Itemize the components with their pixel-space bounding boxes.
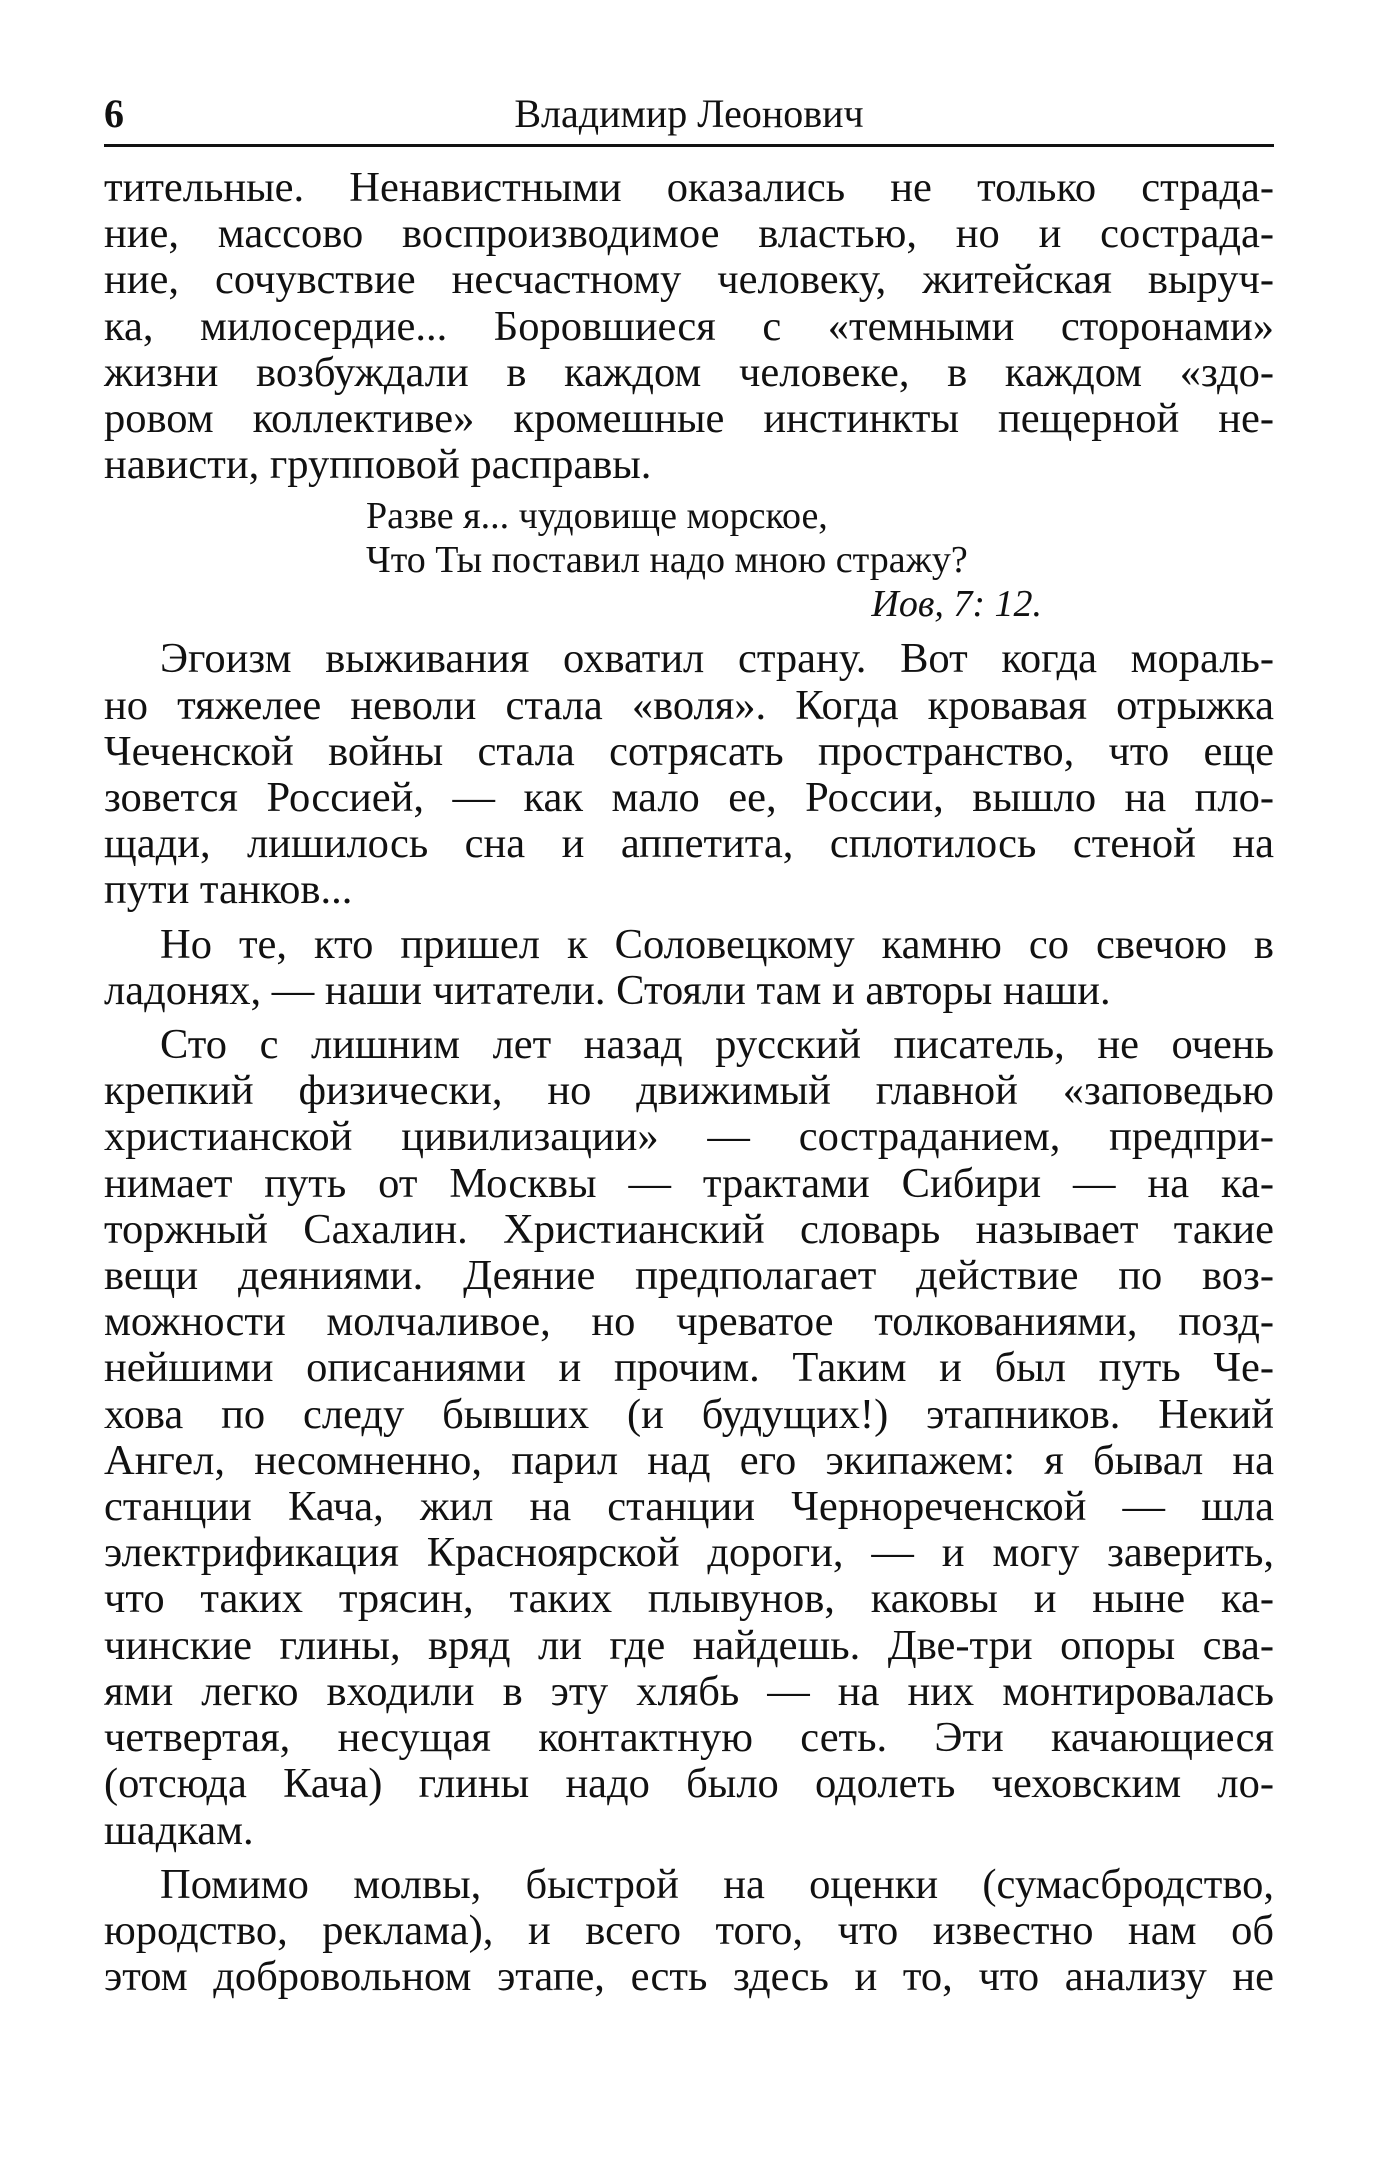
text-line: что таких трясин, таких плывунов, каковы и ныне ка- — [104, 1575, 1274, 1623]
text-line: нейшими описаниями и прочим. Таким и был путь Че- — [104, 1344, 1274, 1392]
text-line: крепкий физически, но движимый главной «заповедью — [104, 1067, 1274, 1115]
epigraph-source: Иов, 7: 12. — [871, 583, 1042, 626]
body-text — [104, 165, 1274, 2000]
epigraph-line: Что Ты поставил надо мною стражу? — [366, 539, 968, 582]
paragraph-5 — [104, 1862, 1274, 2001]
text-line: зовется Россией, — как мало ее, России, вышло на пло- — [104, 774, 1274, 822]
epigraph-quote — [104, 494, 1274, 626]
text-line: четвертая, несущая контактную сеть. Эти качающиеся — [104, 1714, 1274, 1762]
text-line: нимает путь от Москвы — трактами Сибири — на ка- — [104, 1159, 1274, 1207]
text-line: тительные. Ненавистными оказались не только страда- — [104, 164, 1274, 211]
text-line: можности молчаливое, но чреватое толкованиями, позд- — [104, 1298, 1274, 1346]
text-line: пути танков... — [104, 866, 353, 914]
text-line: хова по следу бывших (и будущих!) этапников. Некий — [104, 1390, 1274, 1438]
text-line: Эгоизм выживания охватил страну. Вот когда мораль- — [160, 635, 1274, 683]
text-line: Чеченской войны стала сотрясать пространство, что еще — [104, 727, 1274, 775]
text-line: Ангел, несомненно, парил над его экипажем: я бывал на — [104, 1436, 1274, 1484]
text-line: юродство, реклама), и всего того, что известно нам об — [104, 1906, 1274, 1954]
running-head — [104, 92, 1274, 147]
paragraph-4 — [104, 1022, 1274, 1854]
text-line: ровом коллективе» кромешные инстинкты пещерной не- — [104, 395, 1274, 443]
page-number: 6 — [104, 91, 124, 136]
text-line: ями легко входили в эту хлябь — на них монтировалась — [104, 1667, 1274, 1715]
text-line: ладонях, — наши читатели. Стояли там и авторы наши. — [104, 966, 1111, 1014]
text-line: щади, лишилось сна и аппетита, сплотилось стеной на — [104, 820, 1274, 868]
text-line: ние, сочувствие несчастному человеку, житейская выруч- — [104, 256, 1274, 304]
epigraph-line: Разве я... чудовище морское, — [366, 495, 828, 538]
paragraph-3 — [104, 922, 1274, 1014]
text-line: Помимо молвы, быстрой на оценки (сумасбродство, — [160, 1860, 1274, 1908]
text-line: Но те, кто пришел к Соловецкому камню со свечою в — [160, 920, 1274, 968]
text-line: христианской цивилизации» — состраданием, предпри- — [104, 1113, 1274, 1161]
text-line: ка, милосердие... Боровшиеся с «темными сторонами» — [104, 302, 1274, 350]
text-line: жизни возбуждали в каждом человеке, в каждом «здо- — [104, 348, 1274, 396]
paragraph-2 — [104, 636, 1274, 913]
text-line: станции Кача, жил на станции Чернореченской — шла — [104, 1483, 1274, 1531]
text-line: этом добровольном этапе, есть здесь и то, что анализу не — [104, 1953, 1274, 2001]
text-line: но тяжелее неволи стала «воля». Когда кровавая отрыжка — [104, 681, 1274, 729]
text-line: шадкам. — [104, 1806, 254, 1854]
book-page — [104, 92, 1274, 2000]
running-title: Владимир Леонович — [514, 91, 864, 136]
text-line: торжный Сахалин. Христианский словарь называет такие — [104, 1205, 1274, 1253]
text-line: вещи деяниями. Деяние предполагает действие по воз- — [104, 1252, 1274, 1300]
text-line: электрификация Красноярской дороги, — и могу заверить, — [104, 1529, 1274, 1577]
text-line: ние, массово воспроизводимое властью, но и сострада- — [104, 210, 1274, 258]
text-line: Сто с лишним лет назад русский писатель, не очень — [160, 1021, 1274, 1069]
paragraph-1 — [104, 165, 1274, 488]
text-line: нависти, групповой расправы. — [104, 441, 652, 489]
text-line: (отсюда Кача) глины надо было одолеть чеховским ло- — [104, 1760, 1274, 1808]
text-line: чинские глины, вряд ли где найдешь. Две-три опоры сва- — [104, 1621, 1274, 1669]
